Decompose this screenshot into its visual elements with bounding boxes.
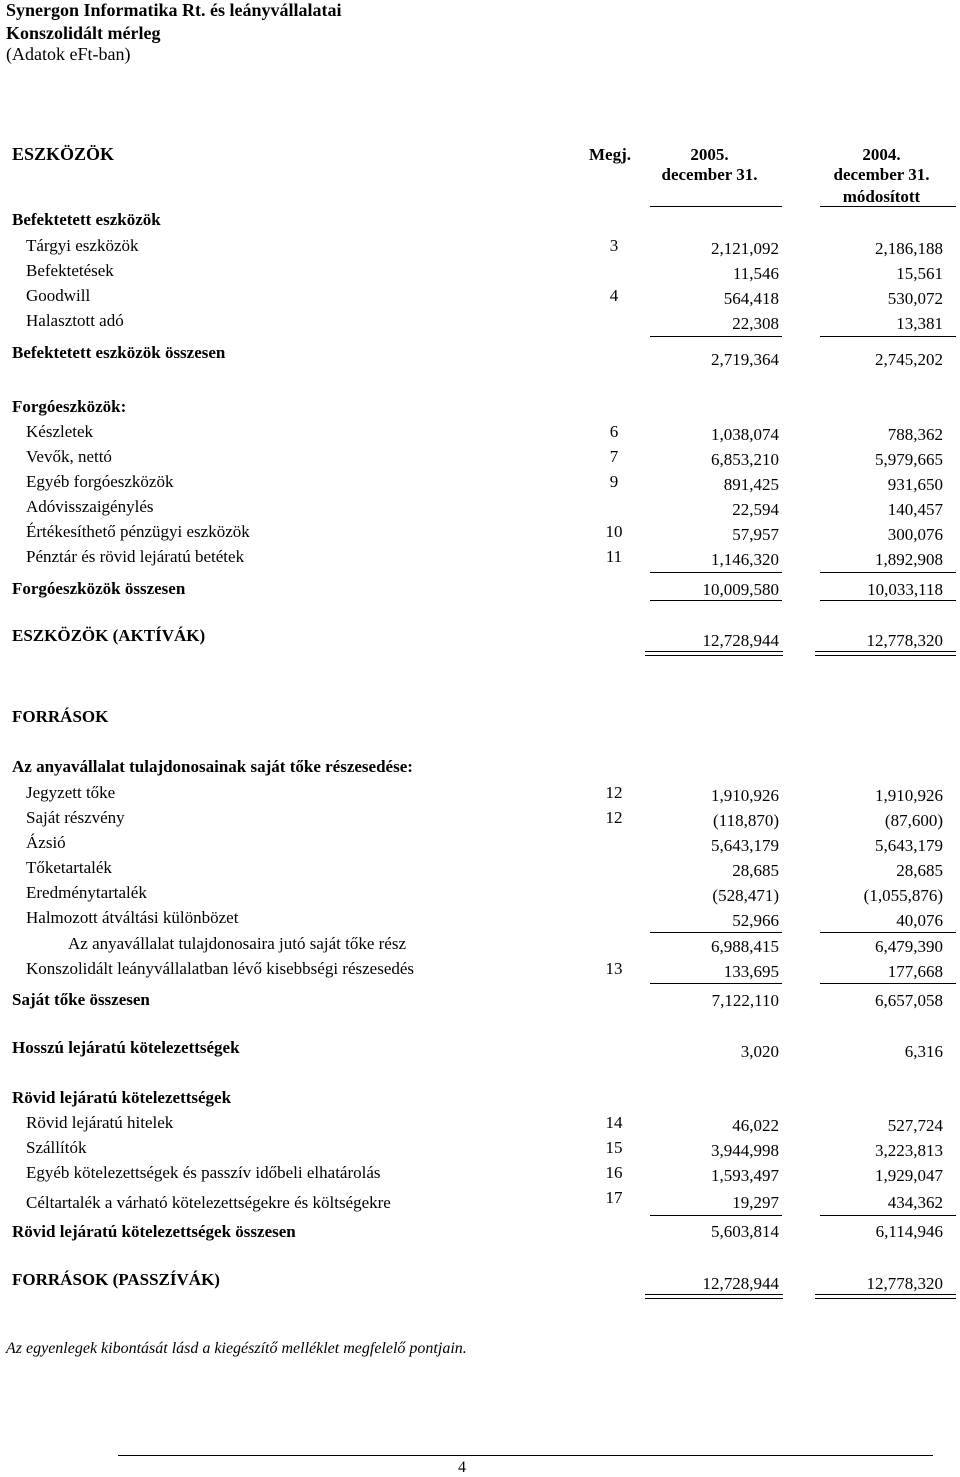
row-value-2004: 1,910,926: [875, 786, 943, 805]
long-term-2004: 6,316: [904, 1042, 943, 1061]
row-value-2004: 530,072: [887, 289, 943, 308]
row-label: Jegyzett tőke: [26, 783, 116, 802]
row-label: Pénztár és rövid lejáratú betétek: [26, 547, 245, 566]
row-value-2005: 52,966: [732, 911, 779, 930]
row-note: 7: [609, 447, 619, 466]
double-underline: [645, 1294, 783, 1299]
parent-share-label: Az anyavállalat tulajdonosaira jutó saját tőke rész: [68, 934, 406, 953]
col-2004-year: 2004.: [862, 145, 901, 164]
row-value-2005: (528,471): [712, 886, 779, 905]
row-label: Egyéb forgóeszközök: [26, 472, 174, 491]
equity-total-label: Saját tőke összesen: [12, 990, 150, 1009]
subtotal-rule: [820, 932, 956, 933]
row-note: 9: [609, 472, 619, 491]
row-value-2004: 434,362: [887, 1193, 943, 1212]
liabilities-total-label: FORRÁSOK (PASSZÍVÁK): [12, 1270, 220, 1289]
row-note: 12: [605, 783, 623, 802]
row-note: 17: [605, 1188, 623, 1207]
subtotal-rule: [820, 983, 956, 984]
row-label: Vevők, nettó: [26, 447, 112, 466]
equity-title: Az anyavállalat tulajdonosainak saját tőke részesedése:: [12, 757, 413, 776]
row-note: 12: [605, 808, 623, 827]
row-value-2004: 1,929,047: [875, 1166, 943, 1185]
current-assets-title: Forgóeszközök:: [12, 397, 127, 416]
parent-share-2005: 6,988,415: [711, 937, 779, 956]
liabilities-section-title: FORRÁSOK: [12, 707, 109, 726]
row-value-2005: 2,121,092: [711, 239, 779, 258]
row-label: Eredménytartalék: [26, 883, 147, 902]
row-value-2004: 2,186,188: [875, 239, 943, 258]
row-note: 4: [609, 286, 619, 305]
row-label: Értékesíthető pénzügyi eszközök: [26, 522, 250, 541]
double-underline: [815, 651, 956, 656]
row-value-2004: 40,076: [896, 911, 943, 930]
row-label: Készletek: [26, 422, 94, 441]
short-term-total-label: Rövid lejáratú kötelezettségek összesen: [12, 1222, 296, 1241]
parent-share-2004: 6,479,390: [875, 937, 943, 956]
row-label: Rövid lejáratú hitelek: [26, 1113, 174, 1132]
current-assets-total-2004: 10,033,118: [867, 580, 943, 599]
note-column-header: Megj.: [589, 145, 632, 164]
row-value-2005: (118,870): [713, 811, 779, 830]
short-term-total-2005: 5,603,814: [711, 1222, 779, 1241]
row-note: 16: [605, 1163, 623, 1182]
row-label: Halasztott adó: [26, 311, 124, 330]
fixed-assets-title: Befektetett eszközök: [12, 210, 161, 229]
row-value-2005: 891,425: [723, 475, 779, 494]
subtotal-rule: [650, 572, 782, 573]
equity-total-2005: 7,122,110: [711, 991, 779, 1010]
row-label: Saját részvény: [26, 808, 125, 827]
row-value-2004: 28,685: [896, 861, 943, 880]
subtotal-rule: [820, 572, 956, 573]
equity-total-2004: 6,657,058: [875, 991, 943, 1010]
row-label: Adóvisszaigénylés: [26, 497, 154, 516]
col-2005-date: december 31.: [661, 165, 758, 184]
liabilities-total-2005: 12,728,944: [702, 1274, 779, 1293]
row-value-2004: 527,724: [887, 1116, 943, 1135]
short-term-title: Rövid lejáratú kötelezettségek: [12, 1088, 232, 1107]
row-value-2005: 22,594: [732, 500, 779, 519]
row-note: 14: [605, 1113, 623, 1132]
minority-note: 13: [605, 959, 623, 978]
col-2004-date: december 31.: [833, 165, 930, 184]
row-value-2005: 564,418: [723, 289, 779, 308]
row-value-2005: 1,146,320: [711, 550, 779, 569]
row-value-2004: 300,076: [887, 525, 943, 544]
row-value-2004: 15,561: [896, 264, 943, 283]
minority-2004: 177,668: [887, 962, 943, 981]
row-label: Tőketartalék: [26, 858, 112, 877]
subtotal-rule: [650, 1215, 782, 1216]
liabilities-total-2004: 12,778,320: [866, 1274, 943, 1293]
row-value-2004: 788,362: [887, 425, 943, 444]
row-note: 6: [609, 422, 619, 441]
row-value-2004: (87,600): [884, 811, 943, 830]
current-assets-total-label: Forgóeszközök összesen: [12, 579, 186, 598]
document-title: Konszolidált mérleg: [6, 23, 161, 43]
row-note: 10: [605, 522, 623, 541]
row-note: 11: [605, 547, 623, 566]
row-value-2005: 46,022: [732, 1116, 779, 1135]
row-value-2004: 13,381: [896, 314, 943, 333]
row-value-2004: 931,650: [887, 475, 943, 494]
long-term-label: Hosszú lejáratú kötelezettségek: [12, 1038, 240, 1057]
row-value-2004: 5,643,179: [875, 836, 943, 855]
row-value-2005: 57,957: [732, 525, 779, 544]
minority-label: Konszolidált leányvállalatban lévő kisebbségi részesedés: [26, 959, 415, 978]
row-value-2004: 3,223,813: [875, 1141, 943, 1160]
row-label: Egyéb kötelezettségek és passzív időbeli elhatárolás: [26, 1163, 381, 1182]
short-term-total-2004: 6,114,946: [875, 1222, 943, 1241]
row-value-2005: 11,546: [732, 264, 779, 283]
row-value-2004: 1,892,908: [875, 550, 943, 569]
row-label: Halmozott átváltási különbözet: [26, 908, 239, 927]
long-term-2005: 3,020: [740, 1042, 779, 1061]
row-value-2005: 28,685: [732, 861, 779, 880]
minority-2005: 133,695: [723, 962, 779, 981]
row-value-2005: 1,038,074: [711, 425, 779, 444]
unit-note: (Adatok eFt-ban): [6, 44, 131, 64]
col-2004-modified: módosított: [842, 187, 921, 206]
footer-rule: [118, 1455, 933, 1456]
subtotal-rule: [650, 932, 782, 933]
subtotal-rule: [820, 1215, 956, 1216]
row-label: Szállítók: [26, 1138, 87, 1157]
row-label: Befektetések: [26, 261, 114, 280]
row-value-2005: 3,944,998: [711, 1141, 779, 1160]
fixed-assets-total-2004: 2,745,202: [875, 350, 943, 369]
row-note: 15: [605, 1138, 623, 1157]
assets-total-2005: 12,728,944: [702, 631, 779, 650]
fixed-assets-total-2005: 2,719,364: [711, 350, 779, 369]
row-note: 3: [609, 236, 619, 255]
current-assets-total-2005: 10,009,580: [702, 580, 779, 599]
subtotal-rule: [820, 336, 956, 337]
col-2004-header-rule: [820, 206, 956, 207]
assets-section-title: ESZKÖZÖK: [12, 144, 115, 164]
row-value-2005: 1,910,926: [711, 786, 779, 805]
row-value-2005: 1,593,497: [711, 1166, 779, 1185]
company-name: Synergon Informatika Rt. és leányvállalatai: [6, 0, 342, 20]
footnote: Az egyenlegek kibontását lásd a kiegészítő melléklet megfelelő pontjain.: [6, 1340, 467, 1357]
row-value-2004: 5,979,665: [875, 450, 943, 469]
row-label: Ázsió: [26, 833, 66, 852]
double-underline: [645, 651, 783, 656]
page-number: 4: [458, 1459, 466, 1476]
row-value-2005: 6,853,210: [711, 450, 779, 469]
total-rule: [650, 600, 782, 601]
col-2005-header-rule: [650, 206, 782, 207]
row-value-2005: 22,308: [732, 314, 779, 333]
col-2005-year: 2005.: [690, 145, 729, 164]
subtotal-rule: [650, 336, 782, 337]
row-value-2005: 5,643,179: [711, 836, 779, 855]
double-underline: [815, 1294, 956, 1299]
row-label: Céltartalék a várható kötelezettségekre és költségekre: [26, 1193, 391, 1212]
total-rule: [820, 600, 956, 601]
subtotal-rule: [650, 983, 782, 984]
row-value-2004: (1,055,876): [863, 886, 943, 905]
row-label: Goodwill: [26, 286, 91, 305]
row-value-2004: 140,457: [887, 500, 943, 519]
fixed-assets-total-label: Befektetett eszközök összesen: [12, 343, 226, 362]
assets-total-label: ESZKÖZÖK (AKTÍVÁK): [12, 626, 206, 645]
row-label: Tárgyi eszközök: [26, 236, 139, 255]
assets-total-2004: 12,778,320: [866, 631, 943, 650]
row-value-2005: 19,297: [732, 1193, 779, 1212]
